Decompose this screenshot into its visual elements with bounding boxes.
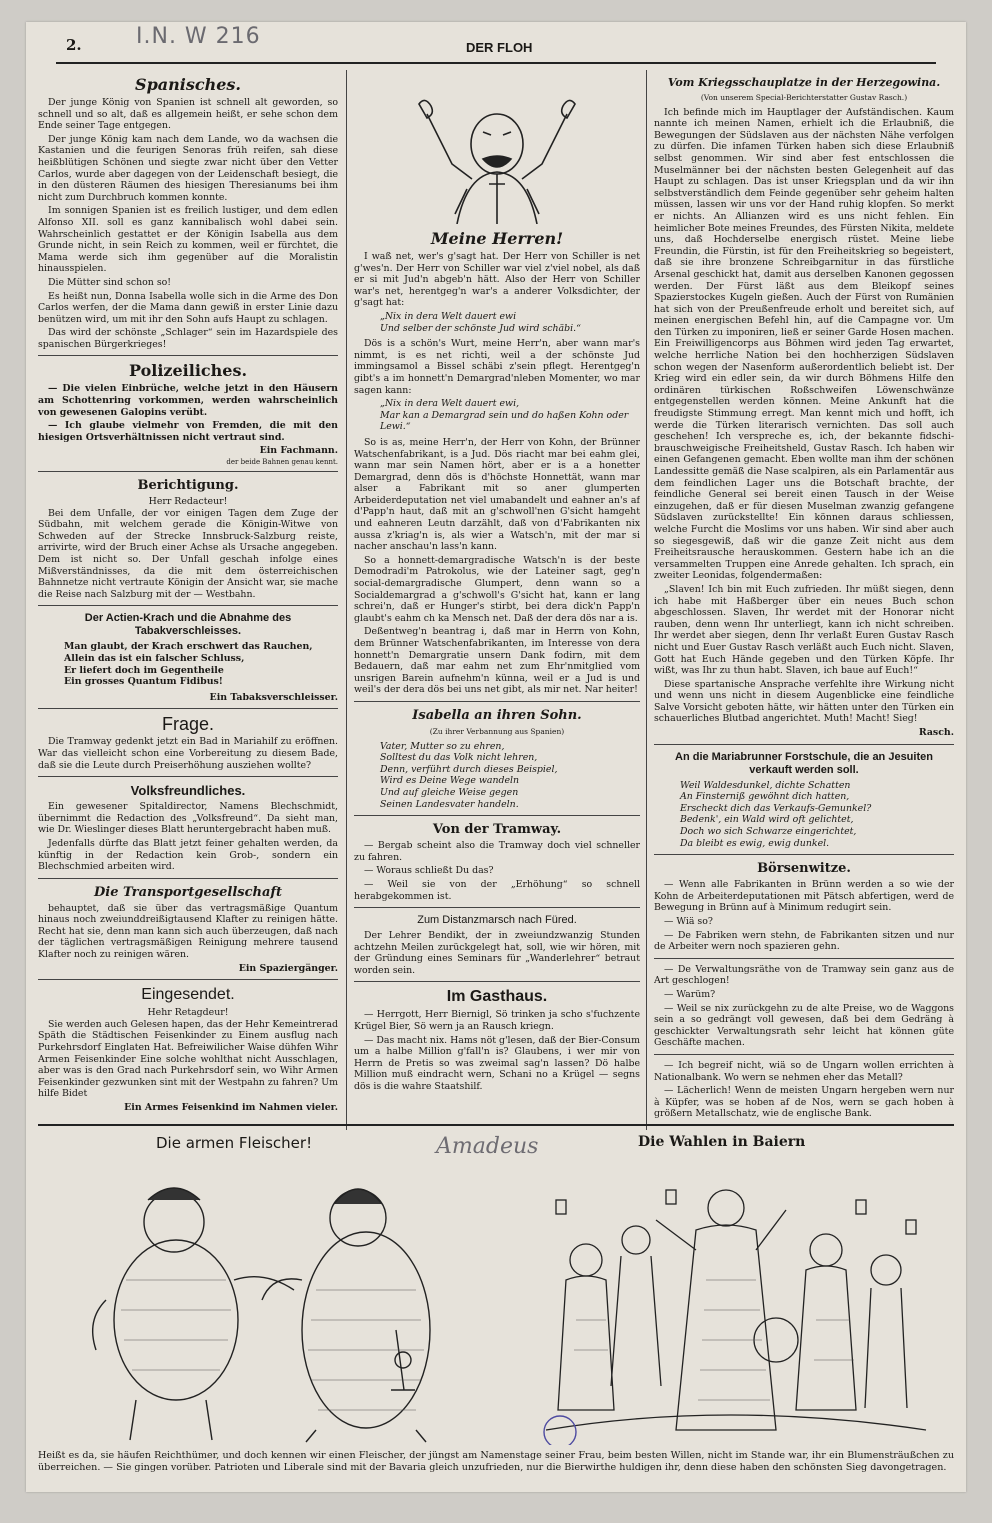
article-title: Vom Kriegsschauplatze in der Herzegowina.: [667, 76, 941, 89]
column-2: [354, 70, 640, 1130]
page-number: 2.: [66, 36, 82, 54]
divider: [38, 471, 338, 472]
paragraph: So a honnett-demargradische Watsch'n is der beste Demodradi'm Patrokolus, wie der Lateiner sagt, geg'n social-demargradische Glumpert, denn wann so a Socialdemargrad a g'schwoll's G'sicht hat, kann er lang schrei'n, daß er Hunger's stirbt, bei dera dick'n Papp'n glaubt's eahm ch ka Mensch net. Daß der dera dös nar a is.: [354, 554, 640, 624]
library-stamp: [544, 1416, 576, 1445]
divider: [354, 907, 640, 908]
article-title: Spanisches.: [135, 75, 241, 94]
verse-line: Doch wo sich Schwarze eingerichtet,: [680, 826, 857, 838]
article-title: Die Transportgesellschaft: [94, 884, 282, 900]
paragraph: — Die vielen Einbrüche, welche jetzt in den Häusern am Schottenring vorkommen, werden wahrscheinlich von gewesenen Galopins verübt.: [38, 383, 338, 418]
column-3: [654, 70, 954, 1130]
paragraph: — Wiä so?: [664, 916, 713, 927]
paragraph: Das wird der schönste „Schlager“ sein im Hazardspiele des spanischen Bürgerkrieges!: [38, 327, 338, 350]
newspaper-page: [26, 22, 966, 1492]
signature: Ein Armes Feisenkind im Nahmen vieler.: [124, 1102, 338, 1113]
verse-line: Allein das ist ein falscher Schluss,: [64, 652, 245, 664]
paragraph: Es heißt nun, Donna Isabella wolle sich in die Arme des Don Carlos werfen, der die Mama dann gewiß in erster Linie dazu benützen wird, um mit ihr den Sohn aufs Haupt zu schlagen.: [38, 290, 338, 325]
verse-line: Denn, verführt durch dieses Beispiel,: [380, 763, 558, 775]
signature: Ein Fachmann.: [259, 445, 338, 457]
paragraph: — Weil sie von der „Erhöhung“ so schnell herabgekommen ist.: [354, 878, 640, 902]
paragraph: I waß net, wer's g'sagt hat. Der Herr von Schiller is net g'wes'n. Der Herr von Schiller war viel z'viel nobel, als daß er si mit Jud'n abgeb'n hätt. Also der Herr von Schiller war's net, herentgeg'n war's a anderer Volksdichter, der g'sagt hat:: [354, 251, 640, 309]
divider: [654, 958, 954, 959]
paragraph: — De Fabriken wern stehn, de Fabrikanten sitzen und nur de Arbeiter wern noch spazieren gehn.: [654, 929, 954, 953]
divider: [654, 854, 954, 855]
butchers-cartoon: [66, 1160, 506, 1445]
verse-line: Wird es Deine Wege wandeln: [380, 775, 520, 787]
paragraph: — Wenn alle Fabrikanten in Brünn werden a so wie der Kohn de Arbeiterdeputationen mit Pätsch abfertigen, werd de Bewegung in Brünn auf à Minimum redugirt sein.: [654, 879, 954, 914]
divider: [38, 708, 338, 709]
article-title: Eingesendet.: [141, 986, 235, 1004]
divider: [354, 815, 640, 816]
divider: [654, 1054, 954, 1055]
verse-line: Weil Waldesdunkel, dichte Schatten: [680, 779, 851, 791]
verse-line: Und selber der schönste Jud wird schäbi.“: [380, 322, 581, 334]
paragraph: Sie werden auch Gelesen hapen, das der Hehr Kemeintrerad Späth die Städtischen Feisenkinder zu Einem ausflug nach Purkehrsdorf Einglaten Hat. Befreiwilicher Waise dühfen Wihr Armen Feisenkinder Eine solche wohlthat nicht Ausschlagen, aber was is den Grad nach Purkehrsdorf sein, wo Wihr Armen Feisenkinder gezwunken sint mit der Westpahn zu fahren? Um hilfe Bidet: [38, 1018, 338, 1100]
paragraph: Die Tramway gedenkt jetzt ein Bad in Mariahilf zu eröffnen. War das vielleicht schon eine Vorbereitung zu diesem Bade, daß sie die Leute durch Preiserhöhung ausziehen wollte?: [38, 736, 338, 771]
divider: [38, 605, 338, 606]
verse: [380, 311, 640, 334]
signature: Rasch.: [918, 727, 954, 739]
paragraph: „Slaven! Ich bin mit Euch zufrieden. Ihr müßt siegen, denn ich habe mit Haßberger über ein neues Buch schon abgeschlossen. Slaven, Ihr werdet mit der Honorar nicht rauben, denn wenn Ihr unterliegt, kann ich nicht schreiben. Ihr werdet aber siegen, denn Ihr verlaßt Euren Gustav Rasch nicht und Euer Gustav Rasch verläßt auch Euch nicht. Slaven, Gott hat Euch Hände gegeben und den Türken Köpfe. Ihr wißt, was Ihr zu thun habt. Slaven, ich baue auf Euch!“: [654, 583, 954, 677]
divider: [354, 981, 640, 982]
paragraph: Der junge König von Spanien ist schnell alt geworden, so schnell und so alt, daß es allgemein heißt, er sehe schon dem Ende seiner Tage entgegen.: [38, 97, 338, 132]
verse-line: Man glaubt, der Krach erschwert das Rauchen,: [64, 641, 313, 653]
paragraph: Ich befinde mich im Hauptlager der Aufständischen. Kaum nannte ich meinen Namen, erhielt ich die Erlaubniß, die Bewegungen der Südslaven aus der nächsten Nähe verfolgen zu dürfen. Die infamen Türken haben sich diese Erlaubniß selbst genommen. Wir sind aber fest entschlossen die Muselmänner bei der nächsten besten Gelegenheit auf das Haupt zu schlagen. Das ist unser Kriegsplan und da wir ihn selbstverständlich dem Feinde gegenüber sehr geheim halten müssen, lassen wir uns vor der Hand ruhig klopfen. So merkt er nichts. An Allianzen wird es uns nicht fehlen. Ein heimlicher Bote meines Freundes, des Fürsten Nikita, meldete uns, daß Hochderselbe energisch rüstet. Meine liebe Freundin, die Fürstin, ist für den Freiheitskrieg so begeistert, daß sie ihre bronzene Schreibgarnitur in das fürstliche Arsenal geschickt hat, damit aus derselben Kanonen gegossen werden. Der Fürst läßt aus dem Bleikopf seines Spazierstockes Kugeln gießen. Auch der Fürst von Rumänien hat sich von der Preußenfreude erholt und bereitet sich, auf meinen energischen Befehl hin, auf die Campagne vor. Um den Türken zu imponiren, ließ er seiner Garde Hosen machen. Ein Freiwilligencorps aus Böhmen wird jeden Tag erwartet, welche herrliche Nation bei den hochherzigen Südslaven schon wegen der Nasenform außerordentlich beliebt ist. Der Krieg wird ein edler sein, da wir durch Böhmens Hilfe den ordinären türkischen Roßschweifen Löwenschwänze entgegenstellen werden können. Meine Ankunft hat die freudigste Stimmung erregt. Man kennt mich und hofft, ich werde die Türken literarisch vernichten. Das soll auch geschehen! Ich verspreche es, ich, der bekannte fidschi-brauschweigische Freiheitsheld, Gustav Rasch. Ich haben wir einen Gefangenen gemacht. Eben wollte man ihm der schönen Landessitte gemäß die Nase scalpiren, als ein Parlamentär aus dem feindlichen Lager uns die Botschaft brachte, der feindliche General sei bereit einen Tausch in der Weise einzugehen, daß er für diesen Muselman zwanzig gefangene Südslaven zurückstellte! Ein können daraus schliessen, welche Furcht die Moslims vor uns haben. Wir sind aber auch so siegesgewiß, daß wir die ganze Zeit nicht aus dem Freiheitsrausche herauskommen. Gestern habe ich an die versammelten Truppen eine Anrede gehalten. Ich sprach, ein zweiter Leonidas, folgendermaßen:: [654, 106, 954, 582]
article-title: Von der Tramway.: [432, 822, 562, 838]
verse-line: Solltest du das Volk nicht lehren,: [380, 752, 538, 764]
salutation: Herr Redacteur!: [148, 496, 228, 508]
paragraph: — Bergab scheint also die Tramway doch viel schneller zu fahren.: [354, 840, 640, 863]
verse-line: Ein grosses Quantum Fidibus!: [64, 676, 223, 688]
article-title: Im Gasthaus.: [446, 988, 548, 1006]
masthead: DER FLOH: [466, 40, 533, 55]
paragraph: Ein gewesener Spitaldirector, Namens Blechschmidt, übernimmt die Redaction des „Volksfreund“. Da sieht man, wie Dr. Wieslinger dieses Blatt heruntergebracht haben muß.: [38, 801, 338, 836]
verse: [380, 741, 640, 811]
paragraph: So is as, meine Herr'n, der Herr von Kohn, der Brünner Watschenfabrikant, is a Jud. Dös riacht mar bei eahm glei, wann mar sein Namen hört, aber er is a a honetter Demargrad, denn dös is d'höchste Honnettät, wann mar alser a Fabrikant mit so aner glumperten Arbeiderdeputation net viel umabandelt und eahner an's af d'Papp'n haut, daß mit an g'schwoll'nen G'sicht hamgeht und eahneren Leutn darzählt, daß von d'Fabrikanten nix aussa z'kriag'n is, als wier a Watsch'n, mit der mar si nacher anschau'n lass'n kann.: [354, 436, 640, 553]
article-title: Polizeiliches.: [128, 361, 248, 381]
paragraph: — Woraus schließt Du das?: [364, 865, 494, 877]
verse-line: Und auf gleiche Weise gegen: [380, 786, 519, 798]
article-subtitle: (Von unserem Special-Berichterstatter Gustav Rasch.): [700, 93, 908, 102]
handwritten-note: Amadeus: [436, 1134, 539, 1159]
divider: [38, 776, 338, 777]
verse: [64, 641, 338, 687]
bottom-caption: Heißt es da, sie häufen Reichthümer, und doch kennen wir einen Fleischer, der jüngst am Namenstage seiner Frau, beim besten Willen, nicht im Stande war, ihr ein Blumensträußchen zu überreichen. — Sie gingen vorüber. Patrioten und Liberale sind mit der Bavaria gleich unzufrieden, nur die Bierwirthe huldigen ihr, denn diese haben den schönsten Sieg davongetragen.: [38, 1450, 954, 1473]
verse-line: Mar kan a Demargrad sein und do haßen Kohn oder Lewi.“: [380, 409, 629, 433]
article-title: Frage.: [161, 714, 215, 735]
paragraph: — Herrgott, Herr Biernigl, Sö trinken ja scho s'fuchzente Krügel Bier, Sö wern ja an Rausch kriegn.: [354, 1009, 640, 1033]
verse-line: Da bleibt es ewig, ewig dunkel.: [680, 837, 830, 849]
verse-line: „Nix in dera Welt dauert ewi: [380, 310, 517, 322]
bottom-rule: [38, 1124, 954, 1126]
paragraph: — Warüm?: [664, 988, 716, 1000]
paragraph: Dös is a schön's Wurt, meine Herr'n, aber wann mar's nimmt, is es net richti, weil a der schönste Jud immingsamol a Bissel schäbi z'sein pflegt. Herentgeg'n gibt's a im honnett'n Demargrad'nleben Momenter, wo mar sagen kann:: [354, 338, 640, 396]
paragraph: — Ich begreif nicht, wiä so de Ungarn wollen errichten à Nationalbank. Wo wern se nehmen eher das Metall?: [654, 1059, 954, 1083]
verse: [380, 398, 640, 433]
article-title: Berichtigung.: [137, 478, 239, 494]
verse-line: Erscheckt dich das Verkaufs-Gemunkel?: [680, 802, 872, 814]
article-title: Meine Herren!: [430, 229, 564, 248]
article-title: An die Mariabrunner Forstschule, die an Jesuiten verkauft werden soll.: [675, 750, 933, 776]
paragraph: — Ich glaube vielmehr von Fremden, die mit den hiesigen Ortsverhältnissen nicht vertraut sind.: [38, 420, 338, 443]
paragraph: Deßentweg'n beantrag i, daß mar in Herrn von Kohn, dem Brünner Watschenfabrikanten, im Interesse von dera honnett'n Demargratie unsern Dank fodirn, mit dem Bedauern, daß mar eahm net zum Ehr'nmitglied vom unsrigen Barein aufnehm'n künna, weil er a Jud is und weil's der dera dös bei uns net gibt, als mir net. Nar heiter!: [354, 626, 640, 696]
divider: [38, 878, 338, 879]
verse-line: Seinen Landesvater handeln.: [380, 798, 519, 810]
signature: Ein Tabaksverschleisser.: [209, 691, 338, 703]
paragraph: — Lächerlich! Wenn de meisten Ungarn hergeben wern nur à Küpfer, was se hoben af de Nos, wern se gach hoben à größern Metallschatz, wie de englische Bank.: [654, 1085, 954, 1120]
verse-line: Vater, Mutter so zu ehren,: [380, 740, 505, 752]
paragraph: — Weil se nix zurückgehn zu de alte Preise, wo de Waggons sein a so gedrängt voll gewesen, daß bei dem Gedräng à geschickter Verwaltungsrath sehr leicht hat können güte Geschäfte machen.: [654, 1002, 954, 1049]
signature: Ein Spaziergänger.: [238, 962, 338, 974]
shouting-man-illustration: [397, 74, 597, 224]
paragraph: — Das macht nix. Hams nöt g'lesen, daß der Bier-Consum um a halbe Million g'fall'n is? Glaubens, i wer mir von Herrn de Pretis so was zweimal sag'n lassen? Dö halbe Million muß eindracht wern, Schani no a Krügel — segns dös is die wahre Staatshilf.: [354, 1034, 640, 1093]
paragraph: Die Mütter sind schon so!: [48, 276, 172, 288]
paragraph: Im sonnigen Spanien ist es freilich lustiger, und dem edlen Alfonso XII. soll es ganz kannibalisch wohl dabei sein. Wahrscheinlich gestattet er der Königin Isabella aus dem Grunde nicht, in sein Reich zu kommen, weil er fürchtet, die Mama werde sich ihm gegenüber auf die Moralistin hinausspielen.: [38, 205, 338, 275]
verse-line: Er liefert doch im Gegentheile: [64, 664, 224, 676]
header-rule: [56, 62, 936, 64]
bavaria-elections-cartoon: [526, 1160, 946, 1445]
article-title: Volksfreundliches.: [130, 783, 246, 799]
divider: [38, 355, 338, 356]
divider: [354, 701, 640, 702]
cartoon-caption-right: Die Wahlen in Baiern: [638, 1134, 806, 1150]
archive-mark: I.N. W 216: [136, 24, 261, 49]
column-rule-1: [346, 70, 347, 1130]
column-1: [38, 70, 338, 1130]
verse: [680, 780, 954, 850]
article-title: Zum Distanzmarsch nach Füred.: [417, 914, 577, 927]
signature-note: der beide Bahnen genau kennt.: [226, 458, 338, 467]
paragraph: — De Verwaltungsräthe von de Tramway sein ganz aus de Art geschlogen!: [654, 963, 954, 987]
article-title: Isabella an ihren Sohn.: [412, 707, 582, 723]
cartoon-caption-left: Die armen Fleischer!: [156, 1134, 313, 1152]
article-title: Der Actien-Krach und die Abnahme des Tabakverschleisses.: [84, 612, 292, 638]
column-rule-2: [646, 70, 647, 1130]
verse-line: Bedenk', ein Wald wird oft gelichtet,: [680, 814, 854, 826]
verse-line: An Finsterniß gewöhnt dich hatten,: [680, 791, 850, 803]
article-subtitle: (Zu ihrer Verbannung aus Spanien): [429, 726, 565, 736]
divider: [38, 979, 338, 980]
paragraph: Bei dem Unfalle, der vor einigen Tagen dem Zuge der Südbahn, mit welchem gerade die Königin-Witwe von Schweden auf der Strecke Innsbruck-Salzburg reiste, arrivirte, wird der Bruch einer Achse als Ursache angegeben. Dem ist nicht so. Der Unfall geschah infolge eines Mißverständnisses, da die mit dem österreichischen Bahnnetze nicht vertraute Königin der Ansicht war, sie mache die Reise nach Salzburg mit der — Westbahn.: [38, 507, 338, 600]
paragraph: Der junge König kam nach dem Lande, wo da wachsen die Kastanien und die feurigen Senoras früh reifen, sah diese heißblütigen Schönen und siegte zwar nicht über den Vetter Carlos, wurde aber dagegen von der Leidenschaft besiegt, die in den düsteren Räumen des hiesigen Theresianums bei ihm nicht zum Durchbruch kommen konnte.: [38, 133, 338, 203]
paragraph: Der Lehrer Bendikt, der in zweiundzwanzig Stunden achtzehn Meilen zurückgelegt hat, soll, wie wir hören, mit der Gründung eines Seminars für „Wanderlehrer“ betraut worden sein.: [354, 930, 640, 976]
paragraph: Jedenfalls dürfte das Blatt jetzt feiner gehalten werden, da künftig in der Redaction kein Grob-, sondern ein Blechschmied arbeiten wird.: [38, 837, 338, 873]
verse-line: „Nix in dera Welt dauert ewi,: [380, 398, 520, 410]
salutation: Hehr Retagdeur!: [147, 1007, 229, 1019]
divider: [654, 744, 954, 745]
article-title: Börsenwitze.: [757, 861, 851, 877]
paragraph: behauptet, daß sie über das vertragsmäßige Quantum hinaus noch zweiunddreißigtausend Klafter zu reinigen hätte. Recht hat sie, denn man kann sich auch überzeugen, daß nach der täglichen vertragsmäßigen Reinigung mehrere tausend Klafter noch zu reinigen wären.: [38, 902, 338, 961]
paragraph: Diese spartanische Ansprache verfehlte ihre Wirkung nicht und wenn uns nicht in diesem Augenblicke eine feindliche Salve Vorsicht geboten hätte, wir hätten unter den Türken ein schauerliches Blutbad angerichtet. Muth! Macht! Sieg!: [654, 678, 954, 725]
